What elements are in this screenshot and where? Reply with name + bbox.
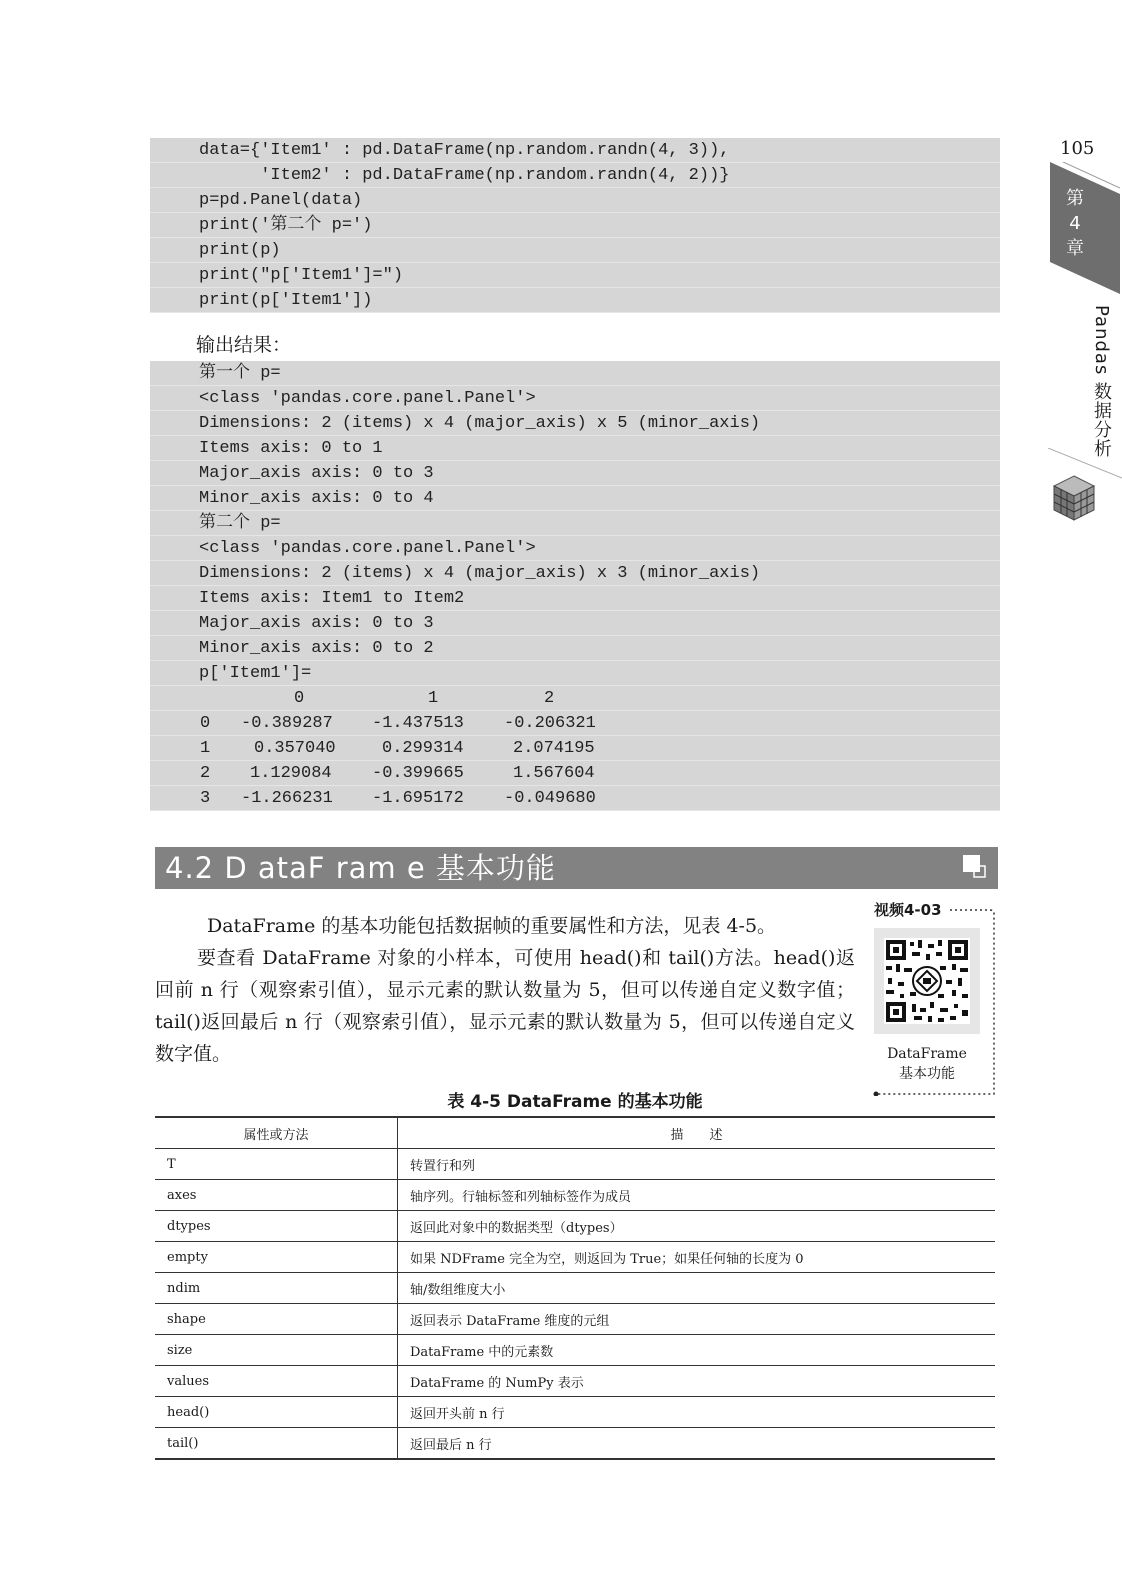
table-cell-desc: DataFrame 中的元素数 [398, 1335, 996, 1366]
video-label: 视频4-03 [874, 901, 942, 919]
table-cell-desc: 轴/数组维度大小 [398, 1273, 996, 1304]
table-caption: 表 4-5 DataFrame 的基本功能 [447, 1092, 703, 1112]
output-line: 第一个 p= [150, 361, 1000, 386]
df-index: 1 [200, 739, 211, 758]
df-cell: 1.567604 [513, 764, 595, 783]
table-cell-desc: 返回表示 DataFrame 维度的元组 [398, 1304, 996, 1335]
table-header-row [155, 1117, 995, 1149]
table-cell-desc: 轴序列。行轴标签和列轴标签作为成员 [398, 1180, 996, 1211]
table-cell-name: size [155, 1335, 398, 1366]
output-block [150, 361, 1000, 811]
df-row [150, 786, 1000, 811]
code-line: 'Item2' : pd.DataFrame(np.random.randn(4, 2))} [150, 163, 1000, 188]
output-line: Dimensions: 2 (items) x 4 (major_axis) x 5 (minor_axis) [150, 411, 1000, 436]
df-row [150, 736, 1000, 761]
df-index: 2 [200, 764, 211, 783]
df-cell: -0.399665 [372, 764, 464, 783]
table-cell-desc: 如果 NDFrame 完全为空，则返回为 True；如果任何轴的长度为 0 [398, 1242, 996, 1273]
table-cell-desc: 返回最后 n 行 [398, 1428, 996, 1460]
output-line: Dimensions: 2 (items) x 4 (major_axis) x 3 (minor_axis) [150, 561, 1000, 586]
body-paragraph: 要查看 DataFrame 对象的小样本，可使用 head()和 tail()方法。head()返回前 n 行（观察索引值），显示元素的默认数量为 5，但可以传递自定义数字值；tail()返回最后 n 行（观察索引值），显示元素的默认数量为 5，但可以传递自定义数字值。 [155, 947, 855, 1065]
output-line: Major_axis axis: 0 to 3 [150, 461, 1000, 486]
df-column-header: 2 [544, 689, 555, 708]
table-cell-name: head() [155, 1397, 398, 1428]
df-cell: 0.299314 [382, 739, 464, 758]
table-cell-name: axes [155, 1180, 398, 1211]
output-label: 输出结果： [196, 334, 292, 356]
table-row [155, 1149, 995, 1180]
output-line: <class 'pandas.core.panel.Panel'> [150, 536, 1000, 561]
df-index: 3 [200, 789, 211, 808]
df-cell: -0.389287 [241, 714, 333, 733]
table-row [155, 1273, 995, 1304]
code-line: p=pd.Panel(data) [150, 188, 1000, 213]
table-row [155, 1242, 995, 1273]
df-cell: -1.437513 [372, 714, 464, 733]
df-cell: -1.266231 [241, 789, 333, 808]
df-cell: 0.357040 [254, 739, 336, 758]
code-block [150, 138, 1000, 313]
cube-logo-icon [1052, 474, 1096, 522]
table-row [155, 1428, 995, 1460]
table-cell-name: ndim [155, 1273, 398, 1304]
body-paragraph: DataFrame 的基本功能包括数据帧的重要属性和方法，见表 4-5。 [207, 915, 777, 937]
df-header-row [150, 686, 1000, 711]
section-title: 4.2 D ataF ram e 基本功能 [165, 851, 556, 885]
table-cell-desc: 返回此对象中的数据类型（dtypes） [398, 1211, 996, 1242]
code-line: print("p['Item1']=") [150, 263, 1000, 288]
df-column-header: 0 [294, 689, 305, 708]
code-line: print('第二个 p=') [150, 213, 1000, 238]
table-row [155, 1335, 995, 1366]
table-cell-name: values [155, 1366, 398, 1397]
output-line: p['Item1']= [150, 661, 1000, 686]
code-line: data={'Item1' : pd.DataFrame(np.random.randn(4, 3)), [150, 138, 1000, 163]
code-line: print(p['Item1']) [150, 288, 1000, 313]
table-header: 属性或方法 [155, 1117, 398, 1149]
df-cell: -1.695172 [372, 789, 464, 808]
qr-code-icon[interactable] [884, 938, 970, 1024]
table-cell-name: tail() [155, 1428, 398, 1460]
output-line: 第二个 p= [150, 511, 1000, 536]
table-row [155, 1304, 995, 1335]
table-cell-name: dtypes [155, 1211, 398, 1242]
output-line: Minor_axis axis: 0 to 4 [150, 486, 1000, 511]
table-header: 描 述 [398, 1117, 996, 1149]
df-column-header: 1 [428, 689, 439, 708]
section-corner-icon [962, 854, 986, 878]
table-cell-name: T [155, 1149, 398, 1180]
table-cell-name: shape [155, 1304, 398, 1335]
code-line: print(p) [150, 238, 1000, 263]
page-number: 105 [1060, 138, 1095, 159]
df-cell: 1.129084 [250, 764, 332, 783]
output-line: Minor_axis axis: 0 to 2 [150, 636, 1000, 661]
video-qr-box[interactable] [872, 898, 997, 1096]
table-cell-desc: 返回开头前 n 行 [398, 1397, 996, 1428]
output-line: <class 'pandas.core.panel.Panel'> [150, 386, 1000, 411]
table-cell-name: empty [155, 1242, 398, 1273]
chapter-label: 第 4 章 [1066, 188, 1084, 259]
df-row [150, 761, 1000, 786]
table-cell-desc: 转置行和列 [398, 1149, 996, 1180]
table-cell-desc: DataFrame 的 NumPy 表示 [398, 1366, 996, 1397]
video-caption: DataFrame 基本功能 [887, 1046, 967, 1082]
section-heading [155, 847, 998, 889]
feature-table [155, 1116, 995, 1460]
output-line: Major_axis axis: 0 to 3 [150, 611, 1000, 636]
table-row [155, 1366, 995, 1397]
df-cell: 2.074195 [513, 739, 595, 758]
table-row [155, 1211, 995, 1242]
output-line: Items axis: Item1 to Item2 [150, 586, 1000, 611]
df-cell: -0.049680 [504, 789, 596, 808]
df-row [150, 711, 1000, 736]
df-index: 0 [200, 714, 211, 733]
df-cell: -0.206321 [504, 714, 596, 733]
table-row [155, 1397, 995, 1428]
table-row [155, 1180, 995, 1211]
output-line: Items axis: 0 to 1 [150, 436, 1000, 461]
book-side-title: Pandas 数据分析 [1091, 305, 1112, 459]
